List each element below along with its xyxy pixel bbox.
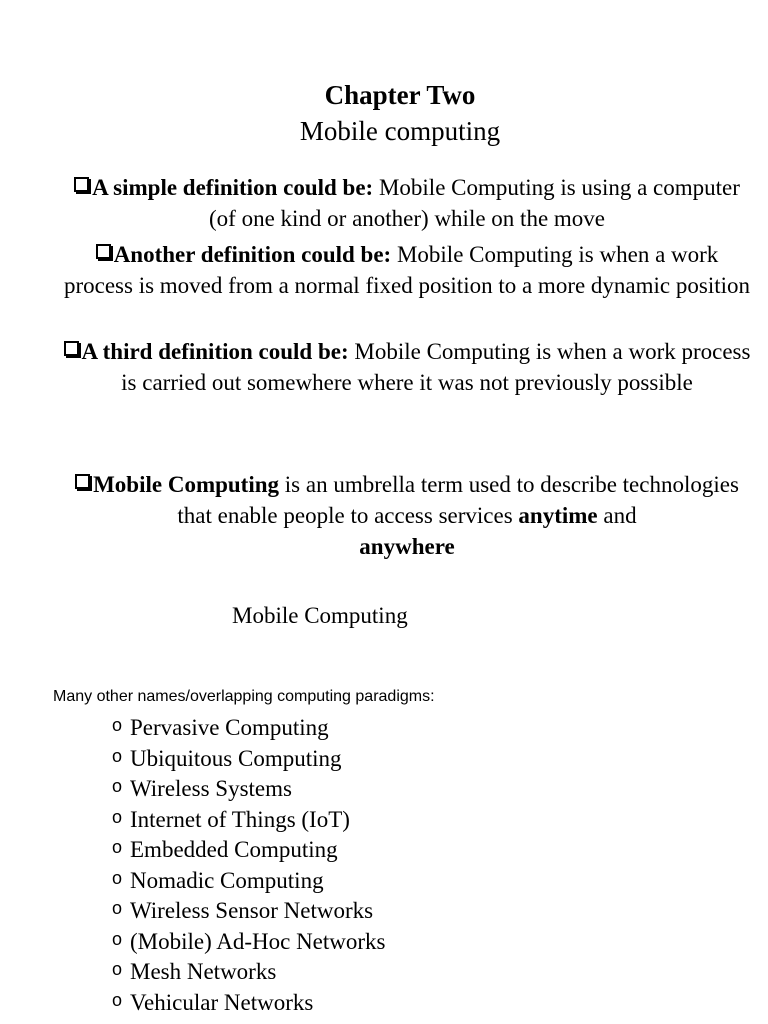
definition-3-label: A third definition could be: [81,339,349,364]
umbrella-definition [60,469,754,562]
checkbox-bullet-icon [75,474,90,489]
umbrella-anytime: anytime [518,503,598,528]
paradigm-list [112,710,386,1015]
list-item [112,710,386,741]
list-item [112,954,386,985]
list-item [112,802,386,833]
mobile-computing-label: Mobile Computing [232,603,408,628]
checkbox-bullet-icon [74,177,89,192]
paradigm-item: Pervasive Computing [130,715,329,740]
circle-bullet-icon: o [112,715,123,735]
paradigm-item: Vehicular Networks [130,989,314,1015]
paradigm-item: Internet of Things (IoT) [130,806,350,832]
definition-1-label: A simple definition could be: [92,175,374,200]
chapter-subtitle: Mobile computing [299,116,501,146]
chapter-title: Chapter Two [324,80,476,110]
list-item [112,832,386,863]
definition-3 [60,336,754,398]
list-item [112,893,386,924]
list-item [112,924,386,955]
definition-1 [60,172,754,234]
circle-bullet-icon: o [112,898,123,918]
umbrella-label: Mobile Computing [93,472,280,497]
circle-bullet-icon: o [112,959,123,979]
definition-2 [60,239,754,301]
circle-bullet-icon: o [112,776,123,796]
list-item [112,741,386,772]
circle-bullet-icon: o [112,745,123,766]
paradigm-item: Ubiquitous Computing [130,745,342,771]
circle-bullet-icon: o [112,989,123,1010]
circle-bullet-icon: o [112,806,123,827]
paradigm-item: (Mobile) Ad-Hoc Networks [130,928,386,954]
circle-bullet-icon: o [112,928,123,949]
paradigm-item: Mesh Networks [130,959,277,984]
list-item [112,985,386,1016]
definition-3-text: Mobile Computing is when a work process is carried out somewhere where it was not previously possible [121,339,751,395]
paradigms-intro: Many other names/overlapping computing paradigms: [53,688,435,705]
paradigm-item: Embedded Computing [130,837,338,862]
checkbox-bullet-icon [96,244,111,259]
umbrella-anywhere: anywhere [359,534,455,559]
paradigm-item: Nomadic Computing [130,867,324,893]
list-item [112,771,386,802]
umbrella-text-1: is an umbrella term used to describe technologies that enable people to access services [177,472,739,528]
circle-bullet-icon: o [112,867,123,888]
definition-2-text: Mobile Computing is when a work process is moved from a normal fixed position to a more dynamic position [63,242,751,298]
paradigm-item: Wireless Systems [130,776,292,801]
list-item [112,863,386,894]
paradigm-item: Wireless Sensor Networks [130,898,374,923]
circle-bullet-icon: o [112,837,123,857]
umbrella-text-2: and [597,503,637,528]
definition-1-text: Mobile Computing is using a computer (of one kind or another) while on the move [209,175,740,231]
definition-2-label: Another definition could be: [113,242,392,267]
checkbox-bullet-icon [64,341,79,356]
